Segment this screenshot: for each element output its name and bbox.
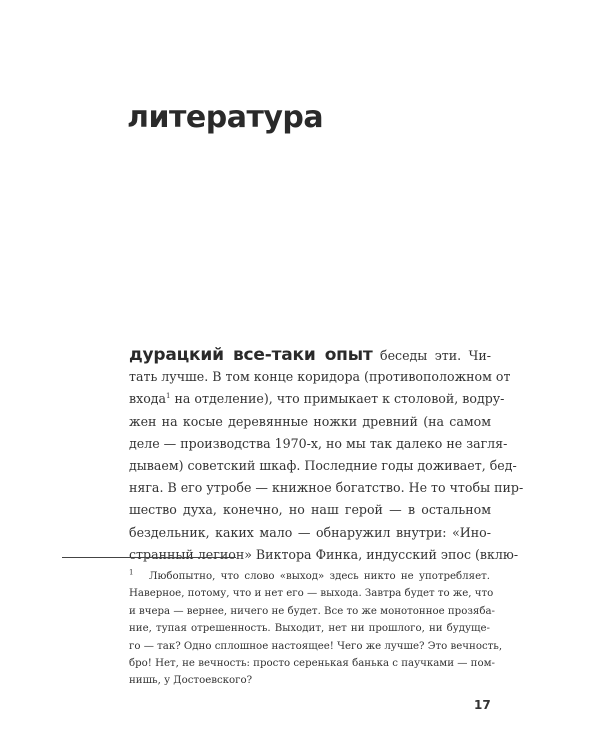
body-line: бездельник, каких мало — обнаружил внутри: «Ино-: [129, 524, 491, 540]
footnote-line: нишь, у Достоевского?: [129, 675, 253, 687]
body-line: тать лучше. В том конце коридора (противоположном от: [129, 369, 511, 385]
page-number: 17: [474, 698, 491, 712]
body-line: няга. В его утробе — книжное богатство. Не то чтобы пир-: [129, 480, 524, 496]
footnote-line: ние, тупая отрешенность. Выходит, нет ни прошлого, ни будуще-: [129, 623, 490, 635]
footnote-line: го — так? Одно сплошное настоящее! Чего же лучше? Это вечность,: [129, 640, 503, 652]
body-line: деле — производства 1970-х, но мы так далеко не загля-: [129, 435, 508, 451]
body-line: странный легион» Виктора Финка, индусский эпос (вклю-: [129, 546, 519, 562]
footnote-line: [129, 568, 490, 585]
body-line: [129, 388, 505, 410]
footnote-line: бро! Нет, не вечность: просто серенькая банька с паучками — пом-: [129, 657, 495, 669]
body-line: жен на косые деревянные ножки древний (на самом: [129, 413, 491, 429]
footnote-divider: [62, 557, 236, 558]
footnote-line: Наверное, потому, что и нет его — выхода. Завтра будет то же, что: [129, 588, 494, 600]
body-line-text: входа: [129, 391, 167, 407]
footnote-indent: [129, 568, 149, 585]
body-line-text: беседы эти. Чи-: [380, 348, 491, 363]
body-line: дываем) советский шкаф. Последние годы доживает, бед-: [129, 457, 517, 473]
footnote-marker: 1: [129, 568, 134, 577]
lead-in-heading: дурацкий все-таки опыт: [129, 345, 373, 365]
body-line: шество духа, конечно, но наш герой — в остальном: [129, 502, 491, 518]
body-text: [129, 344, 524, 566]
chapter-title: литература: [127, 100, 324, 135]
footnote-reference[interactable]: 1: [166, 392, 171, 401]
footnote: [129, 568, 503, 690]
body-line: [129, 344, 491, 366]
footnote-line: и вчера — вернее, ничего не будет. Все то же монотонное прозяба-: [129, 605, 495, 617]
footnote-line-text: Любопытно, что слово «выход» здесь никто не употребляет.: [149, 571, 490, 582]
body-line-text: на отделение), что примыкает к столовой, водру-: [174, 391, 505, 407]
